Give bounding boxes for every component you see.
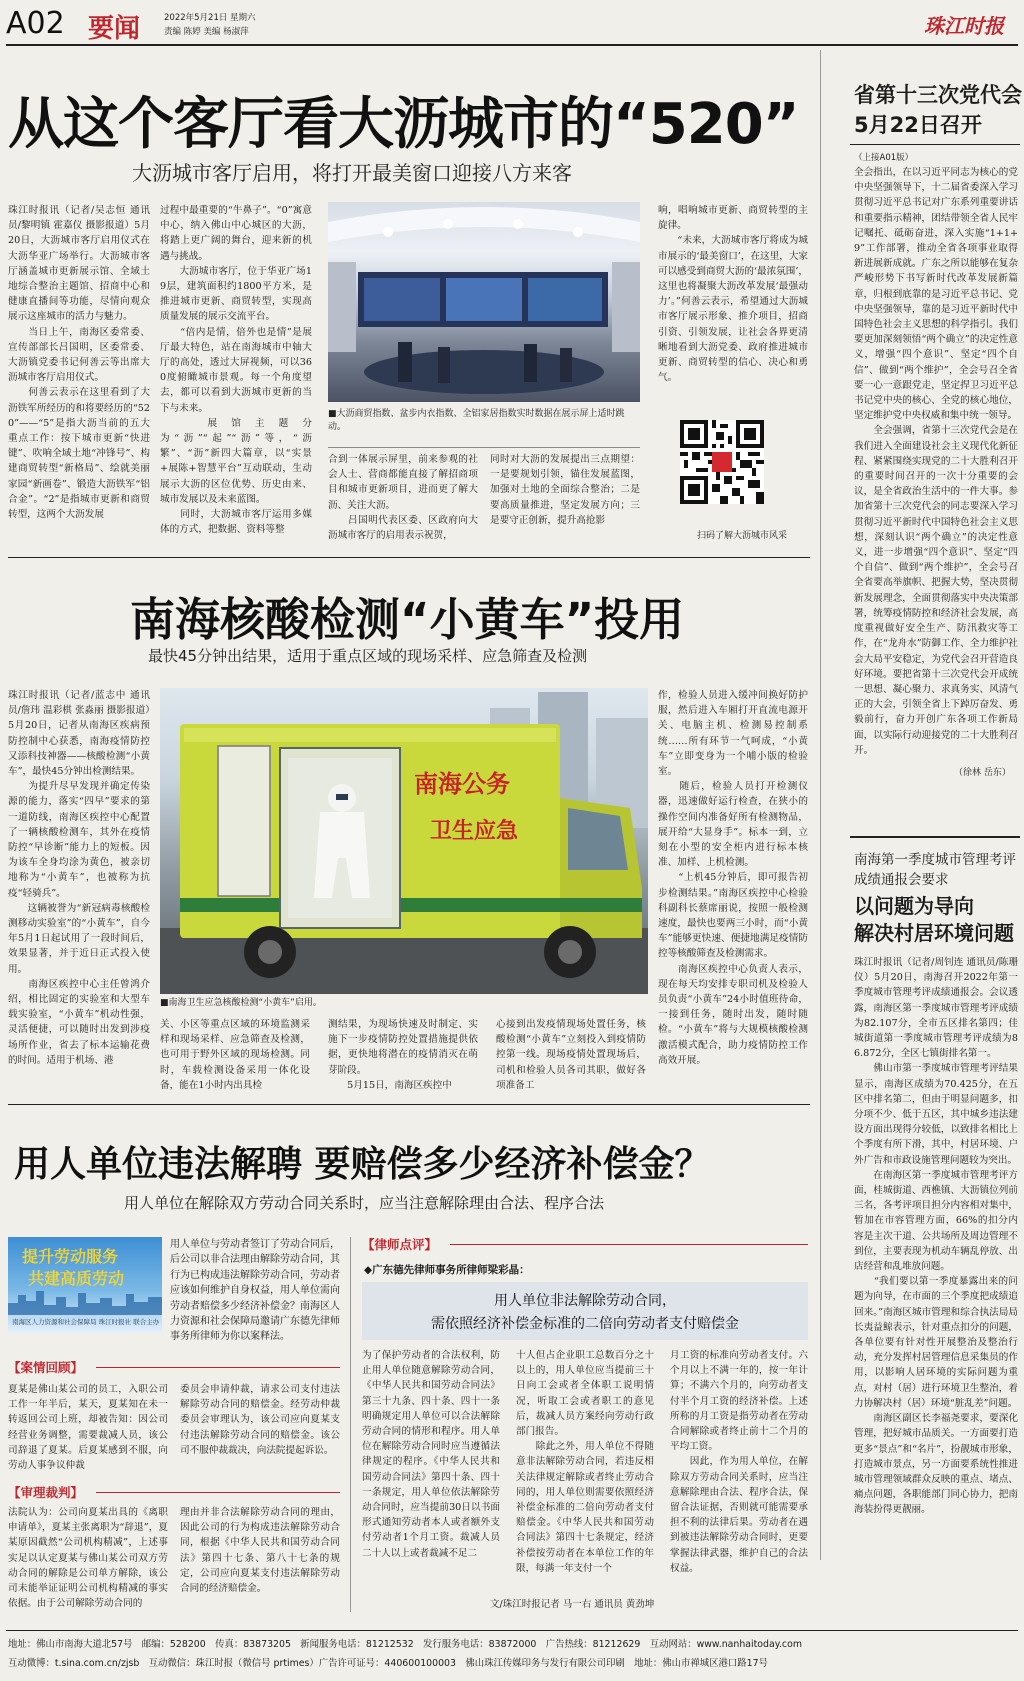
sidebar2-kicker: 南海第一季度城市管理考评成绩通报会要求 <box>854 852 1016 888</box>
sidebar2-body: 珠江时报讯（记者/周钊连 通讯员/陈珊仪）5月20日，南海召开2022年第一季度城市管理考评成绩通报会。会议透露，南海区第一季度城市管理考评成绩为82.107分，全市五区排名第四；佳城街道第一季度城市管理考评成绩为86.872分，全区七镇街排名第一。 佛山市第一季度城市管理考评结果显示，南海区成绩为70.425分，在五区中排名第二，但由于明显问题多，扣分项不少、低于五区，其中城乡违法建设方面出现得分较低，以致排名相比上个季度有所下滑，其中，村居环境、户外广告和市政设施管理问题较为突出。 在南海区第一季度城市管理考评方面，桂城街道、西樵镇、大沥镇位列前三名，各考评项目担分内容相对集中，暂加在市容管理方面，66%的扣分内容是主次干道、公共场所及周边管理不到位，主要表现为机动车辆乱停放、出店经营和乱堆放问题。 “我们要以第一季度暴露出来的问题为向导，在市面的三个季度把成绩追回来。”南海区城市管理和综合执法局局长夷益鲸表示，针对重点扣分的问题，各单位要有针对性开展整治及整治行动，充分发挥村居管理信息采集员的作用，以影响人居环境的实际问题为重点，对村（居）进行环境卫生整治，着力协解决村（居）环境“脏乱差”问题。 南海区副区长李福尧要求，要深化管理，把好城市品质关。一方面要打造更多“景点”和“名片”，扮靓城市形象，打造城市景点，另一方面要系统性推进城市管理领域群众反映的重点、堵点、痛点问题，各职能部门同心协力，把南海装扮得更靓丽。 <box>854 957 1018 1516</box>
article2-column-5: 作，检验人员进入缓冲间换好防护服，然后进入车厢打开直流电源开关、电脑主机、检测易控制系统……所有环节一气呵成，“小黄车”立即变身为一个哺小版的检验室。 随后，检验人员打开检测仪器，迅速做好运行检查，在狭小的操作空间内准备好所有检测物品，展开给“大显身手”。标本一到，立刻在小型的安全柜内进行标本核准、加样、上机检测。 “上机45分钟后，即可报告初步检测结果。”南海区疾控中心检验科副科长蔡席丽说，按照一般检测速度，最快也要两三小时，而“小黄车”能够更快速、便捷地满足疫情防控等核酸筛查及检测需求。 南海区疾控中心负责人表示，现在每天均安排专职司机及检验人员负责“小黄车”24小时值班待命，一接到任务，随时出发，随时随检。“小黄车”将与大规模核酸检测激活模式配合，助力疫情防控工作高效开展。 <box>658 690 808 1066</box>
city-hall-photo-caption: ■大沥商贸指数、盆步内衣指数、全铝家居指数实时数据在展示屏上适时跳动。 <box>328 409 625 432</box>
svg-text:南海公务: 南海公务 <box>414 770 510 798</box>
case-review-column-1: 夏某是佛山某公司的员工，入职公司工作一年半后，某天，夏某知在未一转返回公司上班，却被告知：因公司经营业务调整，需要裁减人员，该公司辞退了夏某。后夏某感到不服，向劳动人事争议仲裁 <box>8 1384 168 1472</box>
issue-date: 2022年5月21日 星期六 <box>164 13 256 23</box>
article1-deck: 大沥城市客厅启用，将打开最美窗口迎接八方来客 <box>132 161 572 185</box>
pull-quote-line-1: 用人单位非法解除劳动合同， <box>494 1293 676 1309</box>
article1-column-4: 同时对大沥的发展提出三点期望：一是要规划引领，锚住发展蓝图，加强对土地的全面综合整治；二是要高质量推进，坚定发展方向；三是要守正创新，提升高抢影 <box>490 454 640 526</box>
article2-bottom-rule <box>8 1104 810 1105</box>
footer-line-1: 地址：佛山市南海大道北57号 邮编：528200 传真：83873205 新闻服务电话：81212532 发行服务电话：83872000 广告热线：81212629 互动网站：www.nanhaitoday.com <box>8 1639 802 1650</box>
article2-column-3: 测结果，为现场快速及时制定、实施下一步疫情防控处置措施提供依据，更快地将潜在的疫情消灭在萌芽阶段。 5月15日，南海区疾控中 <box>328 1019 478 1091</box>
masthead-rule <box>6 44 1018 46</box>
promo-banner-title-2: 共建高质劳动 <box>28 1269 125 1288</box>
promo-banner-title-1: 提升劳动服务 <box>22 1247 119 1266</box>
sidebar1-headline: 省第十三次党代会 5月22日召开 <box>854 83 1022 137</box>
yellow-van-photo-caption: ■南海卫生应急核酸检测“小黄车”启用。 <box>160 998 322 1008</box>
sidebar1-rule <box>850 144 1020 145</box>
trial-verdict-tag: 【审理裁判】 <box>8 1485 84 1500</box>
editors-line: 责编 陈婷 美编 杨淑萍 <box>164 27 249 37</box>
yellow-van-photo-art <box>160 688 648 994</box>
promo-banner-subtitle: 南海区人力资源和社会保障局 珠江时报社 联合主办 <box>12 1318 160 1326</box>
article1-column-5: 响，唱响城市更新、商贸转型的主旋律。 “未来，大沥城市客厅将成为城市展示的‘最美窗口’，在这里，大家可以感受到商贸大沥的‘最浓氛围’，这里也将凝聚大沥改革发展‘最强动力’。”何善云表示，希望通过大沥城市客厅展示形象、推介项目，招商引资、引领发展，让社会各界更清晰地看到大沥党委、政府推进城市更新、商贸转型的信心、决心和勇气。 <box>658 205 809 384</box>
page-number: A02 <box>6 6 65 41</box>
pull-quote-box <box>362 1282 808 1340</box>
footer-line-2: 互动微博：t.sina.com.cn/zjsb 互动微信：珠江时报（微信号 prtimes）广告许可证号：440600100003 佛山珠江传媒印务与发行有限公司印刷 地址：佛山市禅城区港口路17号 <box>8 1658 768 1669</box>
city-hall-photo <box>328 202 640 402</box>
sidebar1-byline: （徐林 岳东） <box>954 768 1011 778</box>
article3-deck: 用人单位在解除双方劳动合同关系时，应当注意解除理由合法、程序合法 <box>124 1194 605 1212</box>
qr-code[interactable] <box>680 420 764 504</box>
article2-column-4: 心接到出发疫情现场处置任务，核酸检测“小黄车”立刻投入到疫情防控第一线。现场疫情处置现场后，司机和检验人员各司其职，做好各项准备工 <box>496 1019 646 1091</box>
footer-rule <box>6 1630 1018 1631</box>
trial-verdict-tag-rule <box>96 1492 340 1493</box>
city-hall-photo-art <box>328 202 640 402</box>
article1-column-1: 珠江时报讯（记者/吴志恒 通讯员/黎明镇 霍嘉仪 摄影报道）5月20日，大沥城市客厅启用仪式在大沥华亚广场举行。大沥城市客厅涵盖城市更新展示馆、全域土地综合整治主题馆、招商中心和健康直播间等功能，尽情向观众展示这座城市的活力与魅力。 当日上午，南海区委常委、宣传部部长吕国明，区委常委、大沥镇党委书记何善云等出席大沥城市客厅启用仪式。 何善云表示在这里看到了大沥铁军所经历的和将要经历的“520”——“5”是指大沥当前的五大重点工作：按下城市更新“快进键”、吹响全域土地“冲锋号”、构建商贸转型“新格局”、绘就美丽家园“新画卷”、锻造大沥铁军“铝合金”。“2”是指城市更新和商贸转型，这两个大沥发展 <box>8 205 150 521</box>
article1-column-2: 过程中最重要的“牛鼻子”。“0”寓意中心，纳入佛山中心城区的大沥，将踏上更广阔的舞台，迎来新的机遇与挑战。 大沥城市客厅，位于华亚广场19层，建筑面积约1800平方米，是推进城市更新、商贸转型，实现高质量发展的展示交流平台。 “倍内是情，倍外也是情”是展厅最大特色，站在南海城市中轴大厅的高处，透过大屏视频，可以360度俯瞰城市景观。每一个角度望去，都可以看到大沥城市更新的当下与未来。 展馆主题分为“沥”“起”“沥”等，“沥繁”、“沥”新四大篇章，以“实景+展陈+智慧平台”互动联动，生动展示大沥的区位优势、历史由来、城市发展以及未来蓝图。 同时，大沥城市客厅运用多媒体的方式，把数据、资料等整 <box>160 205 312 536</box>
lawyer-comment-column-2: 十人但占企业职工总数百分之十以上的，用人单位应当提前三十日向工会或者全体职工说明情况，听取工会或者职工的意见后，裁减人员方案经向劳动行政部门报告。 除此之外，用人单位不得随意非法解除劳动合同，若违反相关法律规定解除或者终止劳动合同的，用人单位则需要依照经济补偿金标准的二倍向劳动者支付赔偿金。《中华人民共和国劳动合同法》第四十七条规定，经济补偿按劳动者在本单位工作的年限，每满一年支付一个 <box>516 1350 654 1574</box>
article3-intro: 用人单位与劳动者签订了劳动合同后，后公司以非合法理由解除劳动合同，其行为已构成违法解除劳动合同，劳动者应该如何维护自身权益，用人单位需向劳动者赔偿多少经济补偿金？南海区人力资源和社会保障局邀请广东德先律师事务所律师为你以案释法。 <box>170 1239 340 1343</box>
labor-service-promo-banner <box>8 1237 162 1333</box>
lawyer-comment-tag-rule <box>450 1244 808 1245</box>
svg-text:卫生应急: 卫生应急 <box>430 819 519 844</box>
case-review-tag: 【案情回顾】 <box>8 1360 84 1375</box>
article2-headline: 南海核酸检测“小黄车”投用 <box>130 593 685 646</box>
pull-quote-line-2: 需依照经济补偿金标准的二倍向劳动者支付赔偿金 <box>431 1316 739 1332</box>
newspaper-logo: 珠江时报 <box>924 14 1004 38</box>
case-review-tag-rule <box>96 1367 340 1368</box>
article3-column-divider <box>350 1237 351 1612</box>
article1-headline: 从这个客厅看大沥城市的“520” <box>8 92 799 157</box>
case-review-column-2: 委员会申请仲裁，请求公司支付违法解除劳动合同的赔偿金。经劳动仲裁委员会审理认为，该公司应向夏某支付违法解除劳动合同的赔偿金。该公司不服仲裁裁决，向法院提起诉讼。 <box>180 1384 340 1456</box>
lawyer-comment-tag: 【律师点评】 <box>362 1237 438 1252</box>
article1-column-3: 合到一体展示屏里，前来参观的社会人士、营商都能直接了解招商项目和城市更新项目，进而更了解大沥、关注大沥。 吕国明代表区委、区政府向大沥城市客厅的启用表示祝贺， <box>328 454 478 542</box>
article2-column-2: 关、小区等重点区域的环境监测采样和现场采样、应急筛查及检测，也可用于野外区域的现场检测。同时，车载检测设备采用一体化设备，能在1小时内出具检 <box>160 1019 310 1091</box>
sidebar-divider <box>820 50 821 1560</box>
sidebar2-headline: 以问题为导向 解决村居环境问题 <box>854 894 1014 945</box>
trial-verdict-column-2: 理由并非合法解除劳动合同的理由，因此公司的行为构成违法解除劳动合同，根据《中华人民共和国劳动合同法》第四十七条、第八十七条的规定，公司应向夏某支付违法解除劳动合同的经济赔偿金。 <box>180 1507 340 1595</box>
section-title: 要闻 <box>88 14 141 44</box>
article2-deck: 最快45分钟出结果，适用于重点区域的现场采样、应急筛查及检测 <box>148 647 588 665</box>
lawyer-comment-column-1: 为了保护劳动者的合法权利，防止用人单位随意解除劳动合同，《中华人民共和国劳动合同法》第三十九条、四十条、四十一条明确规定用人单位可以合法解除劳动合同的情形和程序。用人单位在解除劳动合同时应当遵循法律规定的程序。《中华人民共和国劳动合同法》第四十条、四十一条规定，用人单位依法解除劳动合同时，应当提前30日以书面形式通知劳动者本人或者额外支付劳动者1个月工资。裁减人员二十人以上或者裁减不足二 <box>362 1350 500 1559</box>
yellow-van-photo <box>160 688 648 994</box>
article3-byline: 文/珠江时报记者 马一右 通讯员 黄劲坤 <box>490 1599 655 1610</box>
qr-code-caption: 扫码了解大沥城市风采 <box>696 531 787 541</box>
article3-headline: 用人单位违法解聘 要赔偿多少经济补偿金？ <box>14 1144 711 1185</box>
sidebar1-body: 全会指出，在以习近平同志为核心的党中央坚强领导下，十二届省委深入学习贯彻习近平总书记对广东系列重要讲话和重要指示精神，团结带领全省人民牢记嘱托、砥砺奋进，深入实施“1+1+9”工作部署，推动全省各项事业取得新进展新成就。广东之所以能够在复杂严峻形势下书写新时代改革发展新篇章，归根到底靠的是习近平总书记、党中央坚强领导，靠的是习近平新时代中国特色社会主义思想的科学指引。我们要更加深刻领悟“两个确立”的决定性意义，增强“四个意识”、坚定“四个自信”、做到“两个维护”，全会号召全省要一心一意跟党走，坚定捍卫习近平总书记党中央的核心、全党的核心地位，坚定维护党中央权威和集中统一领导。 全会强调，省第十三次党代会是在我们进入全面建设社会主义现代化新征程、紧紧围绕实现党的二十大胜利召开的重要时间召开的一次十分重要的会议，是全省政治生活中的一件大事。参加省第十三次党代会的同志要深入学习贯彻习近平新时代中国特色社会主义思想，深刻认识“两个确立”的决定性意义，进一步增强“四个意识”、坚定“四个自信”、做到“两个维护”，全会号召全省要高举旗帜、把握大势，坚决贯彻新发展理念，全面贯彻落实中央决策部署，统筹疫情防控和经济社会发展，高度重视做好安全生产、防汛救灾等工作，在“龙舟水”防御工作、全力维护社会大局平安稳定，为党代会召开营造良好环境。要把省第十三次党代会开成统一思想、凝心聚力、求真务实、风清气正的大会，引领全省上下踔厉奋发、勇毅前行，奋力开创广东各项工作新局面，以实际行动迎接党的二十大胜利召开。 <box>854 167 1018 756</box>
article1-inner-rule <box>328 447 640 448</box>
qr-code-pattern <box>680 420 764 504</box>
trial-verdict-column-1: 法院认为：公司向夏某出具的《离职申请单》，夏某主张离职为“辞退”，夏某原因截然“公司机构精减”，上述事实足以认定夏某与佛山某公司双方劳动合同的解除是公司单方解除，该公司未能举证证明公司机构精减的事实依据。由于公司解除劳动合同的 <box>8 1507 168 1610</box>
promo-banner-skyline-art <box>8 1289 162 1315</box>
article2-column-1: 珠江时报讯（记者/蓝志中 通讯员/詹玮 温彩棋 张淼丽 摄影报道）5月20日，记者从南海区疾病预防控制中心获悉，南海疫情防控又添科技神器——核酸检测“小黄车”，最快45分钟出检测结果。 为提升尽早发现并确定传染源的能力，落实“四早”要求的第一道防线，南海区疾控中心配置了一辆核酸检测车，其外在疫情防控“早诊断”能力上的短板。因为该车全身均涂为黄色，被亲切地称为“小黄车”，也被称为抗疫“轻骑兵”。 这辆被誉为“新冠病毒核酸检测移动实验室”的“小黄车”，自今年5月1日起试用了一段时间后，效果显著，并于近日正式投入使用。 南海区疾控中心主任曾鸿介绍，相比固定的实验室和大型车载实验室，“小黄车”机动性强，灵活便捷，可以随时出发到涉疫场所作业，省去了标本运输花费的时间。适用于机场、港 <box>8 690 150 1066</box>
lawyer-firm-line: ◆广东德先律师事务所律师梁彩晶： <box>364 1264 530 1276</box>
lawyer-comment-column-3: 月工资的标准向劳动者支付。六个月以上不满一年的，按一年计算；不满六个月的，向劳动者支付半个月工资的经济补偿。上述所称的月工资是指劳动者在劳动合同解除或者终止前十二个月的平均工资。 因此，作为用人单位，在解除双方劳动合同关系时，应当注意解除理由合法、程序合法，保留合法证据，否则就可能需要承担不利的法律后果。劳动者在遇到被违法解除劳动合同时，更要掌握法律武器，维护自己的合法权益。 <box>670 1350 808 1574</box>
sidebar-separator <box>850 836 1020 838</box>
sidebar1-continued: （上接A01版） <box>854 153 914 163</box>
article1-bottom-rule <box>8 557 810 558</box>
